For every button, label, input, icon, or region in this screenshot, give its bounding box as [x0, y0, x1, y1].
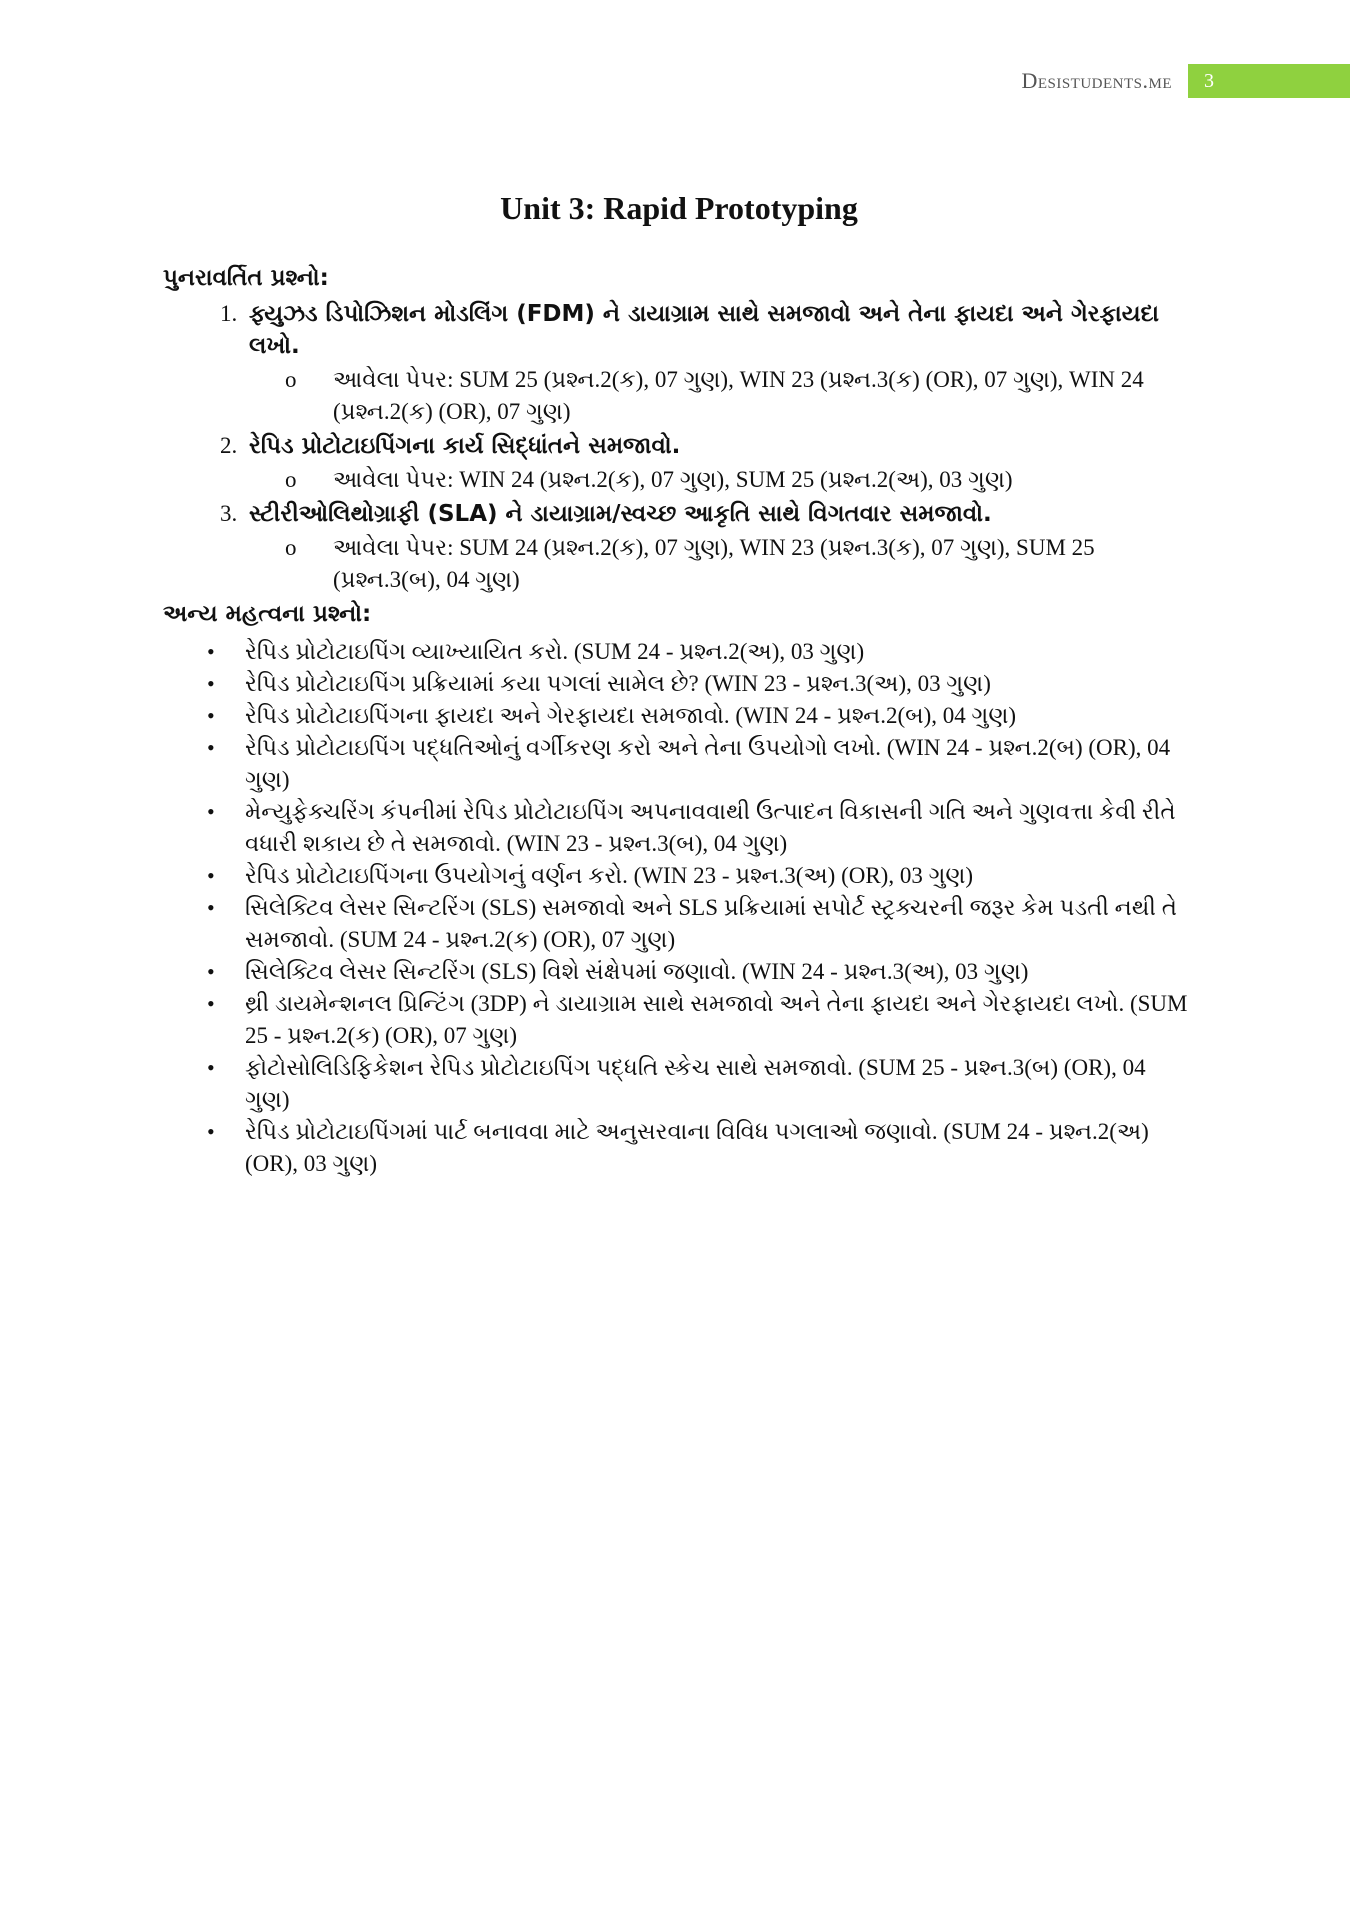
bullet-icon: •: [207, 671, 215, 696]
paper-reference: [285, 532, 1193, 596]
bullet-icon: •: [207, 863, 215, 888]
repeated-questions-list: [163, 298, 1193, 596]
question-text: 3. સ્ટીરીઓલિથોગ્રાફી (SLA) ને ડાયાગ્રામ/સ્વચ્છ આકૃતિ સાથે વિગતવાર સમજાવો.: [249, 501, 992, 527]
bullet-icon: •: [207, 735, 215, 760]
circle-bullet-icon: o: [285, 535, 297, 560]
other-question-text: રેપિડ પ્રોટોટાઇપિંગના ઉપયોગનું વર્ણન કરો. (WIN 23 - પ્રશ્ન.3(અ) (OR), 03 ગુણ): [245, 863, 974, 888]
other-question: [207, 636, 1193, 668]
question-text: 2. રેપિડ પ્રોટોટાઇપિંગના કાર્ય સિદ્ધાંતને સમજાવો.: [249, 433, 681, 459]
other-question-text: રેપિડ પ્રોટોટાઇપિંગમાં પાર્ટ બનાવવા માટે અનુસરવાના વિવિધ પગલાઓ જણાવો. (SUM 24 - પ્રશ્ન.2(અ) (OR), 03 ગુણ): [245, 1119, 1149, 1176]
page-number: 3: [1188, 64, 1350, 98]
bullet-icon: •: [207, 991, 215, 1016]
other-question-text: થ્રી ડાયમેન્શનલ પ્રિન્ટિંગ (3DP) ને ડાયાગ્રામ સાથે સમજાવો અને તેના ફાયદા અને ગેરફાયદા લખો. (SUM 25 - પ્રશ્ન.2(ક) (OR), 07 ગુણ): [245, 991, 1188, 1048]
other-question-text: રેપિડ પ્રોટોટાઇપિંગ પ્રક્રિયામાં કયા પગલાં સામેલ છે? (WIN 23 - પ્રશ્ન.3(અ), 03 ગુણ): [245, 671, 991, 696]
other-question: [207, 796, 1193, 860]
other-question: [207, 732, 1193, 796]
paper-reference-text: આવેલા પેપર: SUM 24 (પ્રશ્ન.2(ક), 07 ગુણ), WIN 23 (પ્રશ્ન.3(ક), 07 ગુણ), SUM 25 (પ્રશ્ન.3(બ), 04 ગુણ): [333, 535, 1095, 592]
other-question-text: ફોટોસોલિડિફિકેશન રેપિડ પ્રોટોટાઇપિંગ પદ્ધતિ સ્કેચ સાથે સમજાવો. (SUM 25 - પ્રશ્ન.3(બ) (OR), 04 ગુણ): [245, 1055, 1146, 1112]
repeated-question: [243, 298, 1193, 428]
other-question: [207, 892, 1193, 956]
other-question: [207, 1116, 1193, 1180]
repeated-questions-heading: પુનરાવર્તિત પ્રશ્નો:: [163, 265, 329, 291]
other-question: [207, 700, 1193, 732]
other-questions-list: [163, 636, 1193, 1180]
paper-reference-text: આવેલા પેપર: WIN 24 (પ્રશ્ન.2(ક), 07 ગુણ), SUM 25 (પ્રશ્ન.2(અ), 03 ગુણ): [333, 467, 1013, 492]
other-question: [207, 956, 1193, 988]
bullet-icon: •: [207, 1119, 215, 1144]
other-question-text: રેપિડ પ્રોટોટાઇપિંગ વ્યાખ્યાયિત કરો. (SUM 24 - પ્રશ્ન.2(અ), 03 ગુણ): [245, 639, 865, 664]
other-question: [207, 1052, 1193, 1116]
repeated-question: [243, 430, 1193, 496]
bullet-icon: •: [207, 959, 215, 984]
other-question: [207, 988, 1193, 1052]
other-question: [207, 860, 1193, 892]
site-name: Desistudents.me: [1021, 68, 1172, 93]
other-question-text: રેપિડ પ્રોટોટાઇપિંગ પદ્ધતિઓનું વર્ગીકરણ કરો અને તેના ઉપયોગો લખો. (WIN 24 - પ્રશ્ન.2(બ) (OR), 04 ગુણ): [245, 735, 1171, 792]
paper-references: [249, 532, 1193, 596]
document-body: [163, 262, 1193, 1180]
paper-reference: [285, 464, 1193, 496]
paper-references: [249, 464, 1193, 496]
other-question-text: સિલેક્ટિવ લેસર સિન્ટરિંગ (SLS) વિશે સંક્ષેપમાં જણાવો. (WIN 24 - પ્રશ્ન.3(અ), 03 ગુણ): [245, 959, 1029, 984]
paper-references: [249, 364, 1193, 428]
bullet-icon: •: [207, 1055, 215, 1080]
bullet-icon: •: [207, 639, 215, 664]
paper-reference-text: આવેલા પેપર: SUM 25 (પ્રશ્ન.2(ક), 07 ગુણ), WIN 23 (પ્રશ્ન.3(ક) (OR), 07 ગુણ), WIN 24 (પ્રશ્ન.2(ક) (OR), 07 ગુણ): [333, 367, 1144, 424]
bullet-icon: •: [207, 895, 215, 920]
circle-bullet-icon: o: [285, 467, 297, 492]
other-question-text: રેપિડ પ્રોટોટાઇપિંગના ફાયદા અને ગેરફાયદા સમજાવો. (WIN 24 - પ્રશ્ન.2(બ), 04 ગુણ): [245, 703, 1017, 728]
circle-bullet-icon: o: [285, 367, 297, 392]
other-question-text: મેન્યુફેક્ચરિંગ કંપનીમાં રેપિડ પ્રોટોટાઇપિંગ અપનાવવાથી ઉત્પાદન વિકાસની ગતિ અને ગુણવત્તા કેવી રીતે વધારી શકાય છે તે સમજાવો. (WIN 23 - પ્રશ્ન.3(બ), 04 ગુણ): [245, 799, 1176, 856]
other-question: [207, 668, 1193, 700]
other-question-text: સિલેક્ટિવ લેસર સિન્ટરિંગ (SLS) સમજાવો અને SLS પ્રક્રિયામાં સપોર્ટ સ્ટ્રક્ચરની જરૂર કેમ પડતી નથી તે સમજાવો. (SUM 24 - પ્રશ્ન.2(ક) (OR), 07 ગુણ): [245, 895, 1178, 952]
page-title: Unit 3: Rapid Prototyping: [500, 190, 858, 226]
bullet-icon: •: [207, 703, 215, 728]
question-text: 1. ફ્યુઝડ ડિપોઝિશન મોડલિંગ (FDM) ને ડાયાગ્રામ સાથે સમજાવો અને તેના ફાયદા અને ગેરફાયદા લખો.: [249, 301, 1160, 359]
paper-reference: [285, 364, 1193, 428]
page-header: [1021, 64, 1350, 98]
other-questions-heading: અન્ય મહત્વના પ્રશ્નો:: [163, 601, 372, 627]
repeated-question: [243, 498, 1193, 596]
bullet-icon: •: [207, 799, 215, 824]
